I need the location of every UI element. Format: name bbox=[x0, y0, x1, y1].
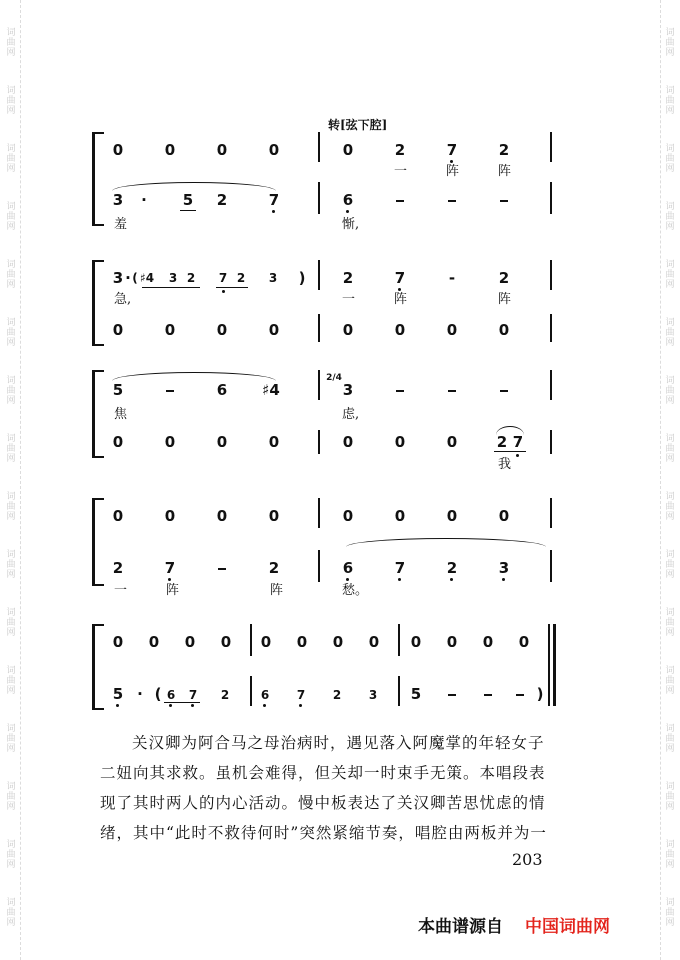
lyric: 虑, bbox=[342, 407, 360, 422]
note: 3 bbox=[342, 381, 354, 399]
watermark-glyph: 词 bbox=[665, 550, 675, 560]
watermark-glyph: 词 bbox=[6, 86, 16, 96]
note: 0 bbox=[368, 633, 380, 651]
note: 0 bbox=[394, 433, 406, 451]
watermark-glyph: 词 bbox=[6, 608, 16, 618]
right-watermark-strip bbox=[660, 0, 679, 960]
watermark-glyph: 网 bbox=[665, 686, 675, 696]
watermark-glyph: 词 bbox=[6, 782, 16, 792]
watermark-glyph: 网 bbox=[6, 106, 16, 116]
watermark-glyph: 词 bbox=[6, 492, 16, 502]
note: 0 bbox=[498, 507, 510, 525]
note: 0 bbox=[268, 321, 280, 339]
watermark-glyph: 网 bbox=[6, 396, 16, 406]
note: 2 bbox=[112, 559, 124, 577]
note: 2 bbox=[394, 141, 406, 159]
watermark-glyph: 曲 bbox=[665, 154, 675, 164]
watermark-group bbox=[6, 608, 15, 638]
watermark-glyph: 词 bbox=[6, 144, 16, 154]
note: 0 bbox=[268, 433, 280, 451]
note: ( bbox=[132, 271, 138, 285]
paragraph-line: 二妞向其求救。虽机会难得，但关却一时束手无策。本唱段表 bbox=[100, 764, 546, 782]
score-system-2 bbox=[92, 260, 558, 344]
watermark-glyph: 词 bbox=[6, 260, 16, 270]
watermark-glyph: 词 bbox=[665, 86, 675, 96]
watermark-group bbox=[6, 260, 15, 290]
watermark-glyph: 词 bbox=[6, 434, 16, 444]
note: 0 bbox=[112, 433, 124, 451]
watermark-glyph: 词 bbox=[6, 550, 16, 560]
note: 0 bbox=[184, 633, 196, 651]
watermark-glyph: 曲 bbox=[6, 270, 16, 280]
note: 0 bbox=[518, 633, 530, 651]
note: 0 bbox=[498, 321, 510, 339]
paragraph-line: 现了其时两人的内心活动。慢中板表达了关汉卿苦思忧虑的情 bbox=[100, 794, 546, 812]
lyric: 阵 bbox=[446, 164, 460, 179]
note: 2 bbox=[216, 191, 228, 209]
note: 0 bbox=[164, 141, 176, 159]
watermark-group bbox=[6, 724, 15, 754]
note: · bbox=[125, 269, 131, 287]
watermark-glyph: 网 bbox=[665, 570, 675, 580]
page-number: 203 bbox=[512, 850, 543, 869]
watermark-glyph: 网 bbox=[6, 164, 16, 174]
left-watermark-strip bbox=[2, 0, 21, 960]
note: 7 bbox=[512, 433, 524, 451]
watermark-glyph: 词 bbox=[6, 724, 16, 734]
watermark-glyph: 曲 bbox=[6, 792, 16, 802]
watermark-glyph: 网 bbox=[6, 802, 16, 812]
score-system-3 bbox=[92, 370, 558, 476]
note: ♯4 bbox=[262, 381, 280, 399]
lyric: 一 bbox=[114, 583, 128, 598]
paragraph-line: 关汉卿为阿合马之母治病时，遇见落入阿魔掌的年轻女子 bbox=[132, 734, 545, 752]
transition-label: 转[弦下腔] bbox=[328, 118, 388, 132]
watermark-glyph: 词 bbox=[665, 898, 675, 908]
note: 2 bbox=[498, 141, 510, 159]
note: 0 bbox=[446, 433, 458, 451]
note: 5 bbox=[182, 191, 194, 209]
watermark-glyph: 词 bbox=[665, 840, 675, 850]
watermark-glyph: 网 bbox=[6, 628, 16, 638]
watermark-glyph: 网 bbox=[6, 280, 16, 290]
note: 2 bbox=[236, 271, 246, 285]
watermark-group bbox=[665, 608, 674, 638]
note: · bbox=[141, 191, 147, 209]
watermark-glyph: 词 bbox=[665, 202, 675, 212]
lyric: 阵 bbox=[394, 292, 408, 307]
note: 3 bbox=[112, 269, 124, 287]
note: 0 bbox=[342, 321, 354, 339]
watermark-group bbox=[665, 202, 674, 232]
watermark-group bbox=[665, 492, 674, 522]
watermark-group bbox=[6, 666, 15, 696]
watermark-glyph: 网 bbox=[665, 802, 675, 812]
watermark-glyph: 词 bbox=[6, 376, 16, 386]
note: 3 bbox=[498, 559, 510, 577]
note: 0 bbox=[332, 633, 344, 651]
note: 6 bbox=[166, 688, 176, 702]
watermark-glyph: 词 bbox=[665, 666, 675, 676]
watermark-glyph: 词 bbox=[665, 434, 675, 444]
note: 6 bbox=[260, 688, 270, 702]
watermark-glyph: 词 bbox=[665, 144, 675, 154]
watermark-glyph: 曲 bbox=[6, 154, 16, 164]
watermark-group bbox=[6, 202, 15, 232]
watermark-glyph: 曲 bbox=[665, 328, 675, 338]
watermark-glyph: 网 bbox=[665, 860, 675, 870]
note: 2 bbox=[332, 688, 342, 702]
lyric: 焦 bbox=[114, 407, 128, 422]
watermark-glyph: 曲 bbox=[665, 270, 675, 280]
note: 0 bbox=[482, 633, 494, 651]
watermark-glyph: 网 bbox=[665, 918, 675, 928]
note: 0 bbox=[268, 507, 280, 525]
watermark-glyph: 网 bbox=[6, 860, 16, 870]
watermark-glyph: 网 bbox=[665, 164, 675, 174]
watermark-group bbox=[665, 550, 674, 580]
watermark-glyph: 网 bbox=[665, 280, 675, 290]
note: 7 bbox=[394, 559, 406, 577]
watermark-glyph: 网 bbox=[665, 512, 675, 522]
note: 0 bbox=[112, 141, 124, 159]
watermark-glyph: 网 bbox=[665, 628, 675, 638]
note: 0 bbox=[394, 507, 406, 525]
note: 7 bbox=[268, 191, 280, 209]
source-label: 本曲谱源自 bbox=[418, 917, 503, 937]
note: 0 bbox=[410, 633, 422, 651]
note: ♯4 bbox=[140, 271, 155, 285]
watermark-glyph: 曲 bbox=[6, 734, 16, 744]
source-footer bbox=[418, 912, 610, 937]
note: 0 bbox=[446, 507, 458, 525]
note: · bbox=[137, 685, 143, 703]
watermark-group bbox=[665, 86, 674, 116]
note: 2 bbox=[220, 688, 230, 702]
note: ) bbox=[536, 685, 544, 703]
watermark-group bbox=[6, 492, 15, 522]
watermark-glyph: 曲 bbox=[665, 38, 675, 48]
watermark-group bbox=[665, 260, 674, 290]
score-system-1 bbox=[92, 132, 558, 232]
note: 0 bbox=[260, 633, 272, 651]
note: 0 bbox=[446, 321, 458, 339]
watermark-glyph: 词 bbox=[665, 608, 675, 618]
watermark-glyph: 词 bbox=[665, 260, 675, 270]
watermark-group bbox=[665, 434, 674, 464]
note: 0 bbox=[216, 507, 228, 525]
note: 3 bbox=[268, 271, 278, 285]
note: 3 bbox=[168, 271, 178, 285]
watermark-glyph: 网 bbox=[6, 744, 16, 754]
note: 5 bbox=[112, 381, 124, 399]
note: 0 bbox=[268, 141, 280, 159]
note: 0 bbox=[164, 433, 176, 451]
watermark-glyph: 曲 bbox=[665, 676, 675, 686]
note: 7 bbox=[446, 141, 458, 159]
watermark-glyph: 网 bbox=[6, 48, 16, 58]
note: 0 bbox=[220, 633, 232, 651]
watermark-group bbox=[665, 782, 674, 812]
note: 0 bbox=[216, 141, 228, 159]
note: 0 bbox=[164, 321, 176, 339]
note: 2 bbox=[268, 559, 280, 577]
watermark-glyph: 词 bbox=[665, 724, 675, 734]
watermark-group bbox=[665, 840, 674, 870]
watermark-glyph: 网 bbox=[665, 744, 675, 754]
watermark-glyph: 曲 bbox=[6, 328, 16, 338]
watermark-glyph: 曲 bbox=[665, 734, 675, 744]
note: 7 bbox=[218, 271, 228, 285]
watermark-glyph: 词 bbox=[665, 492, 675, 502]
watermark-glyph: 网 bbox=[665, 48, 675, 58]
watermark-group bbox=[665, 144, 674, 174]
watermark-glyph: 网 bbox=[6, 338, 16, 348]
score-system-4 bbox=[92, 498, 558, 598]
watermark-glyph: 曲 bbox=[665, 560, 675, 570]
watermark-glyph: 词 bbox=[6, 666, 16, 676]
watermark-glyph: 网 bbox=[665, 454, 675, 464]
note: 2 bbox=[496, 433, 508, 451]
watermark-glyph: 词 bbox=[665, 782, 675, 792]
watermark-group bbox=[665, 898, 674, 928]
watermark-glyph: 词 bbox=[6, 202, 16, 212]
note: ( bbox=[154, 685, 162, 703]
lyric: 阵 bbox=[166, 583, 180, 598]
watermark-glyph: 曲 bbox=[665, 386, 675, 396]
watermark-glyph: 曲 bbox=[6, 908, 16, 918]
watermark-glyph: 曲 bbox=[665, 96, 675, 106]
note: 3 bbox=[112, 191, 124, 209]
note: ) bbox=[298, 269, 306, 287]
note: 0 bbox=[112, 321, 124, 339]
watermark-group bbox=[6, 86, 15, 116]
site-name[interactable]: 中国词曲网 bbox=[525, 917, 610, 937]
note: 3 bbox=[368, 688, 378, 702]
watermark-glyph: 网 bbox=[6, 570, 16, 580]
watermark-glyph: 词 bbox=[6, 898, 16, 908]
lyric: 惭, bbox=[342, 217, 360, 232]
watermark-glyph: 曲 bbox=[6, 38, 16, 48]
note: - bbox=[448, 269, 456, 287]
lyric: 一 bbox=[394, 164, 408, 179]
time-signature: 2/4 bbox=[326, 373, 342, 383]
note: 0 bbox=[342, 141, 354, 159]
lyric: 愁。 bbox=[342, 583, 369, 598]
watermark-group bbox=[6, 840, 15, 870]
note: 6 bbox=[342, 191, 354, 209]
watermark-glyph: 网 bbox=[665, 222, 675, 232]
watermark-group bbox=[6, 376, 15, 406]
note: 2 bbox=[446, 559, 458, 577]
lyric: 一 bbox=[342, 292, 356, 307]
note: 0 bbox=[296, 633, 308, 651]
description-paragraph bbox=[100, 728, 560, 848]
watermark-group bbox=[6, 144, 15, 174]
note: 0 bbox=[216, 433, 228, 451]
watermark-group bbox=[665, 318, 674, 348]
watermark-glyph: 词 bbox=[6, 28, 16, 38]
note: 7 bbox=[188, 688, 198, 702]
watermark-glyph: 曲 bbox=[6, 444, 16, 454]
note: 0 bbox=[112, 633, 124, 651]
watermark-glyph: 网 bbox=[665, 106, 675, 116]
note: 6 bbox=[216, 381, 228, 399]
watermark-group bbox=[6, 434, 15, 464]
note: 5 bbox=[112, 685, 124, 703]
note: 0 bbox=[112, 507, 124, 525]
lyric: 我 bbox=[498, 457, 512, 472]
watermark-glyph: 曲 bbox=[6, 386, 16, 396]
watermark-glyph: 词 bbox=[6, 318, 16, 328]
watermark-glyph: 曲 bbox=[6, 560, 16, 570]
watermark-glyph: 词 bbox=[665, 28, 675, 38]
lyric: 羞 bbox=[114, 217, 128, 232]
lyric: 阵 bbox=[270, 583, 284, 598]
note: 0 bbox=[148, 633, 160, 651]
watermark-glyph: 词 bbox=[6, 840, 16, 850]
watermark-glyph: 曲 bbox=[665, 850, 675, 860]
score-system-5 bbox=[92, 624, 558, 708]
lyric: 阵 bbox=[498, 292, 512, 307]
note: 0 bbox=[446, 633, 458, 651]
watermark-group bbox=[665, 28, 674, 58]
note: 2 bbox=[498, 269, 510, 287]
note: 2 bbox=[186, 271, 196, 285]
watermark-glyph: 曲 bbox=[6, 676, 16, 686]
watermark-glyph: 词 bbox=[665, 318, 675, 328]
watermark-glyph: 曲 bbox=[6, 850, 16, 860]
watermark-glyph: 网 bbox=[6, 454, 16, 464]
watermark-glyph: 网 bbox=[6, 918, 16, 928]
note: 0 bbox=[216, 321, 228, 339]
watermark-group bbox=[665, 666, 674, 696]
note: 0 bbox=[342, 433, 354, 451]
watermark-glyph: 网 bbox=[6, 686, 16, 696]
watermark-glyph: 网 bbox=[6, 222, 16, 232]
note: 2 bbox=[342, 269, 354, 287]
note: 0 bbox=[342, 507, 354, 525]
note: 7 bbox=[164, 559, 176, 577]
watermark-glyph: 曲 bbox=[6, 618, 16, 628]
watermark-group bbox=[6, 28, 15, 58]
watermark-group bbox=[6, 318, 15, 348]
watermark-group bbox=[6, 782, 15, 812]
watermark-glyph: 曲 bbox=[6, 212, 16, 222]
note: 0 bbox=[394, 321, 406, 339]
watermark-glyph: 曲 bbox=[665, 792, 675, 802]
lyric: 急, bbox=[114, 292, 132, 307]
watermark-glyph: 网 bbox=[6, 512, 16, 522]
lyric: 阵 bbox=[498, 164, 512, 179]
watermark-glyph: 曲 bbox=[665, 502, 675, 512]
watermark-group bbox=[665, 724, 674, 754]
watermark-glyph: 网 bbox=[665, 338, 675, 348]
watermark-glyph: 曲 bbox=[6, 502, 16, 512]
watermark-glyph: 曲 bbox=[6, 96, 16, 106]
watermark-glyph: 网 bbox=[665, 396, 675, 406]
watermark-glyph: 曲 bbox=[665, 212, 675, 222]
note: 7 bbox=[296, 688, 306, 702]
watermark-glyph: 曲 bbox=[665, 618, 675, 628]
watermark-glyph: 词 bbox=[665, 376, 675, 386]
watermark-glyph: 曲 bbox=[665, 444, 675, 454]
note: 6 bbox=[342, 559, 354, 577]
watermark-group bbox=[665, 376, 674, 406]
watermark-group bbox=[6, 550, 15, 580]
watermark-glyph: 曲 bbox=[665, 908, 675, 918]
note: 0 bbox=[164, 507, 176, 525]
note: 7 bbox=[394, 269, 406, 287]
note: 5 bbox=[410, 685, 422, 703]
paragraph-line: 绪，其中“此时不救待何时”突然紧缩节奏，唱腔由两板并为一 bbox=[100, 824, 547, 842]
watermark-group bbox=[6, 898, 15, 928]
